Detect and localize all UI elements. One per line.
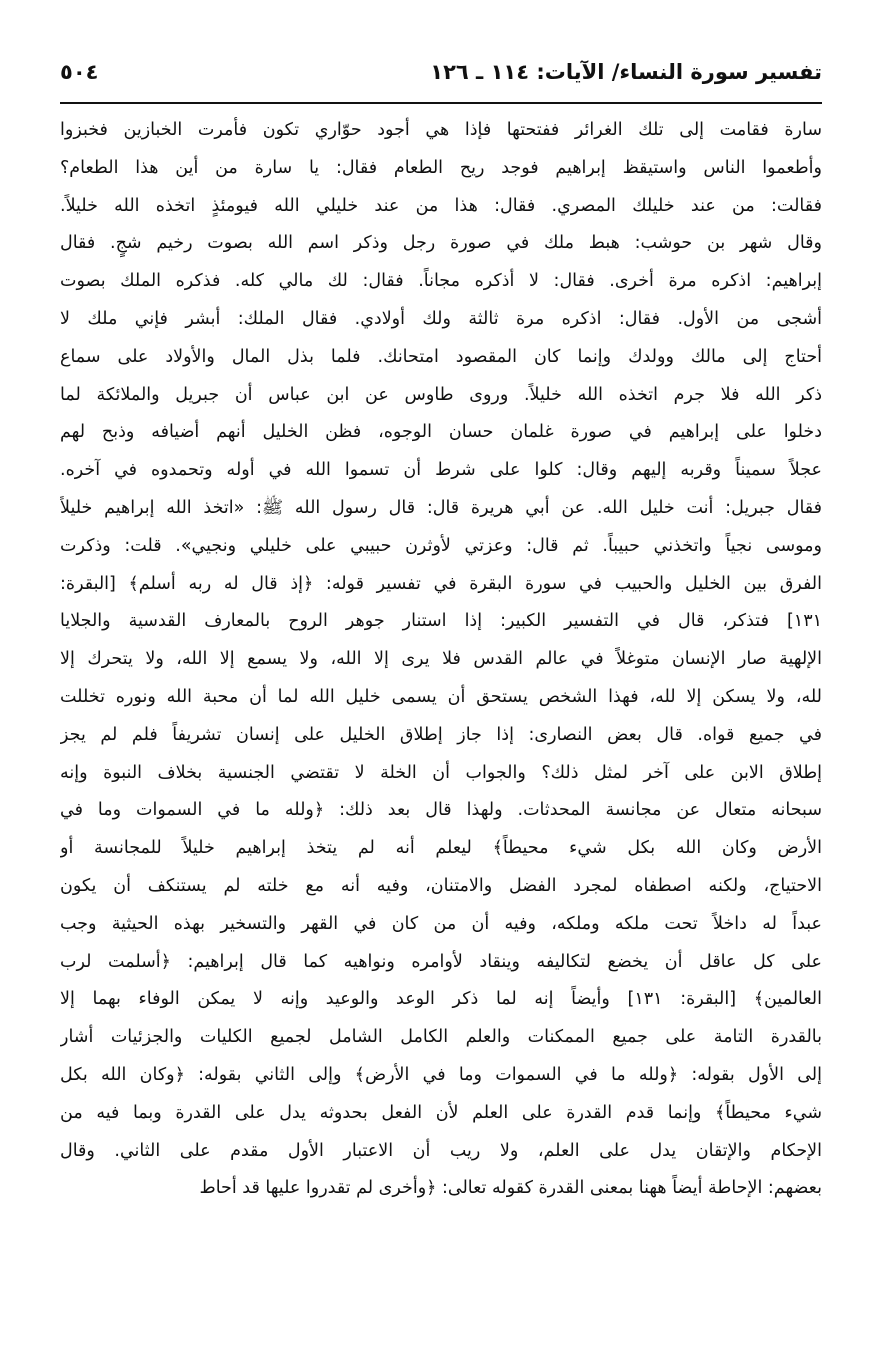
text-line: بالقدرة التامة على جميع الممكنات والعلم الكامل الشامل لجميع الكليات والجزئيات أشار [60, 1027, 822, 1048]
text-line: الإحكام والإتقان يدل على العلم، ولا ريب أن الاعتبار الأول مقدم على الثاني. وقال [60, 1140, 822, 1161]
text-line: دخلوا على إبراهيم في صورة غلمان حسان الوجوه، فظن الخليل أنهم أضيافه وذبح لهم [60, 422, 822, 443]
body-text [60, 112, 822, 1208]
running-head [60, 60, 822, 100]
text-line: إبراهيم: اذكره مرة أخرى. فقال: لا أذكره مجاناً. فقال: لك مالي كله. فذكره الملك بصوت [60, 271, 822, 292]
text-line: فقال جبريل: أنت خليل الله. عن أبي هريرة قال: قال رسول الله ﷺ: «اتخذ الله إبراهيم خليلاً [60, 497, 822, 518]
text-line: العالمين﴾ [البقرة: ١٣١] وأيضاً إنه لما ذكر الوعد والوعيد وإنه لا يمكن الوفاء بهما إلا [60, 989, 822, 1010]
text-line: الأرض وكان الله بكل شيء محيطاً﴾ ليعلم أنه لم يتخذ إبراهيم خليلاً للمجانسة أو [60, 838, 822, 859]
text-line: عبداً له داخلاً تحت ملكه وملكه، وفيه أن من كان في القهر والتسخير بهذه الحيثية وجب [60, 913, 822, 934]
running-head-title: تفسير سورة النساء/ الآيات: ١١٤ ـ ١٢٦ [430, 60, 822, 84]
page-number: ٥٠٤ [60, 60, 99, 84]
header-rule [60, 102, 822, 104]
text-line: شيء محيطاً﴾ وإنما قدم القدرة على العلم لأن الفعل بحدوثه يدل على القدرة وبما فيه من [60, 1102, 822, 1123]
text-line: وأطعموا الناس واستيقظ إبراهيم فوجد ريح الطعام فقال: يا سارة من أين هذا الطعام؟ [60, 157, 822, 178]
text-line: أحتاج إلى مالك وولدك وإنما كان المقصود امتحانك. فلما بذل المال والأولاد على سماع [60, 346, 822, 367]
text-line: الإلهية صار الإنسان متوغلاً في عالم القدس فلا يرى إلا الله، ولا يسمع إلا الله، ولا يتحرك إلا [60, 649, 822, 670]
text-line: الاحتياج، ولكنه اصطفاه لمجرد الفضل والامتنان، وفيه أنه مع خلته لم يستنكف أن يكون [60, 875, 822, 896]
text-line: لله، ولا يسكن إلا لله، فهذا الشخص يستحق أن يسمى خليل الله لما أن محبة الله ونوره تخللت [60, 686, 822, 707]
text-line: أشجى من الأول. فقال: اذكره مرة ثالثة ولك أولادي. فقال الملك: أبشر فإني ملك لا [60, 308, 822, 329]
text-line: فقالت: من عند خليلك المصري. فقال: هذا من عند خليلي الله فيومئذٍ اتخذه الله خليلاً. [60, 195, 822, 216]
text-line: وقال شهر بن حوشب: هبط ملك في صورة رجل وذكر اسم الله بصوت رخيم شجٍ. فقال [60, 233, 822, 254]
text-line: وموسى نجياً واتخذني حبيباً. ثم قال: وعزتي لأوثرن حبيبي على خليلي ونجيي». قلت: وذكرت [60, 535, 822, 556]
text-line: ذكر الله فلا جرم اتخذه الله خليلاً. وروى طاوس عن ابن عباس أن جبريل والملائكة لما [60, 384, 822, 405]
text-line: على كل عاقل أن يخضع لتكاليفه وينقاد لأوامره ونواهيه كما قال إبراهيم: ﴿أسلمت لرب [60, 951, 822, 972]
text-line: سبحانه متعال عن مجانسة المحدثات. ولهذا قال بعد ذلك: ﴿ولله ما في السموات وما في [60, 800, 822, 821]
text-line: في جميع قواه. قال بعض النصارى: إذا جاز إطلاق الخليل على إنسان تشريفاً فلم لم يجز [60, 724, 822, 745]
text-line: سارة فقامت إلى تلك الغرائر ففتحتها فإذا هي أجود حوّاري تكون فأمرت الخبازين فخبزوا [60, 120, 822, 140]
text-line: بعضهم: الإحاطة أيضاً ههنا بمعنى القدرة كقوله تعالى: ﴿وأخرى لم تقدروا عليها قد أحاط [199, 1178, 822, 1199]
text-line: إلى الأول بقوله: ﴿ولله ما في السموات وما في الأرض﴾ وإلى الثاني بقوله: ﴿وكان الله بكل [60, 1064, 822, 1085]
text-line: ١٣١] فتذكر، قال في التفسير الكبير: إذا استنار جوهر الروح بالمعارف القدسية والجلايا [60, 611, 822, 632]
book-page [60, 60, 822, 1310]
text-line: إطلاق الابن على آخر لمثل ذلك؟ والجواب أن الخلة لا تقتضي الجنسية بخلاف النبوة وإنه [60, 762, 822, 783]
text-line: الفرق بين الخليل والحبيب في سورة البقرة في تفسير قوله: ﴿إذ قال له ربه أسلم﴾ [البقرة: [60, 573, 822, 594]
text-line: عجلاً سميناً وقربه إليهم وقال: كلوا على شرط أن تسموا الله في أوله وتحمدوه في آخره. [60, 460, 822, 481]
